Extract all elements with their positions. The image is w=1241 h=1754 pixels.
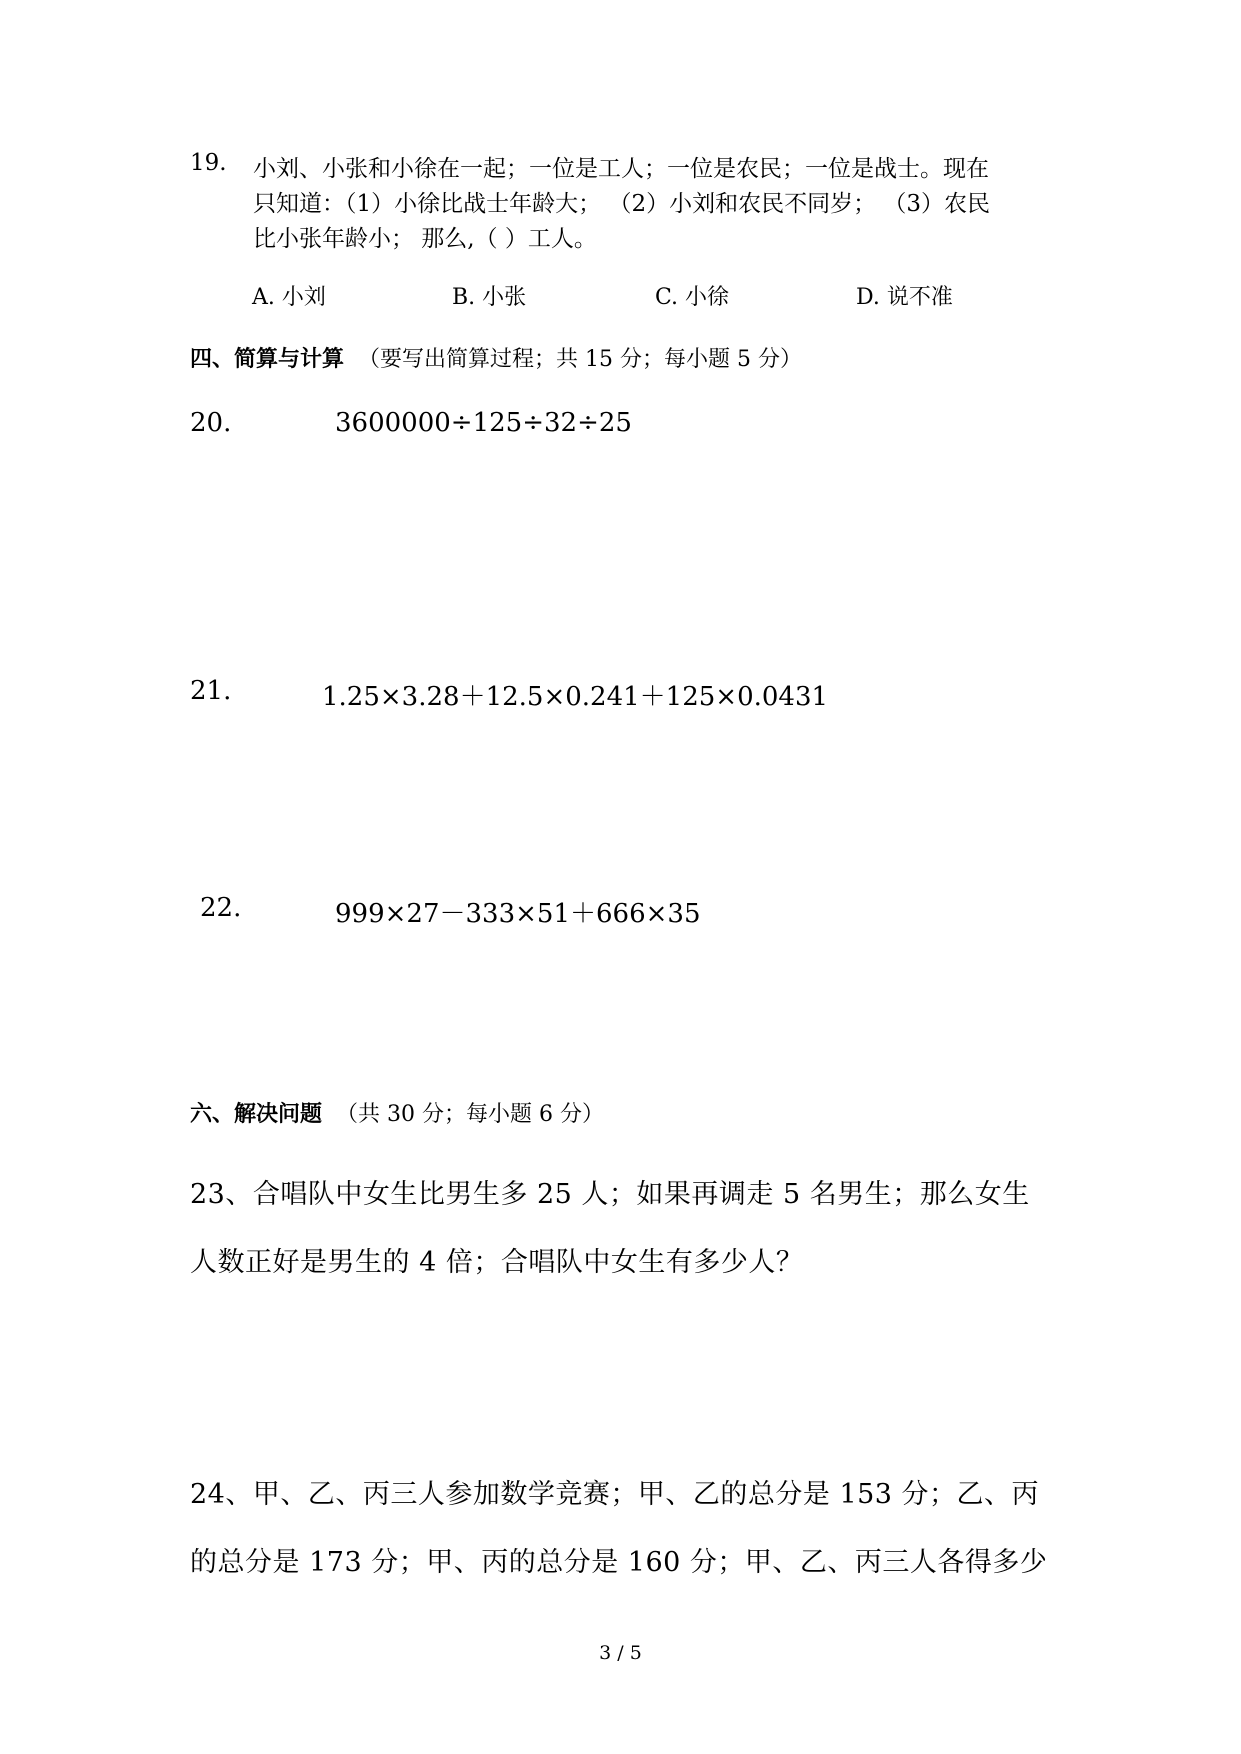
section-4-title: 四、简算与计算 — [190, 346, 345, 372]
question-22-expression: 999×27－333×51＋666×35 — [335, 899, 701, 929]
question-19-option-b: B. 小张 — [452, 285, 527, 310]
question-20-number: 20. — [190, 408, 232, 438]
section-6-heading — [190, 1097, 604, 1128]
question-19-number: 19. — [190, 150, 227, 176]
question-21-number: 21. — [190, 676, 232, 706]
question-19-option-d: D. 说不准 — [856, 285, 953, 310]
question-19-line-1: 小刘、小张和小徐在一起；一位是工人；一位是农民；一位是战士。现在 — [253, 156, 989, 182]
question-24-line-2: 的总分是 173 分；甲、丙的总分是 160 分；甲、乙、丙三人各得多少 — [190, 1547, 1048, 1578]
question-19-option-c: C. 小徐 — [655, 285, 730, 310]
question-19-line-2: 只知道：（1）小徐比战士年龄大； （2）小刘和农民不同岁； （3）农民 — [253, 191, 991, 217]
question-22-number: 22. — [200, 893, 242, 923]
question-21-expression: 1.25×3.28＋12.5×0.241＋125×0.0431 — [322, 682, 829, 712]
question-23-line-2: 人数正好是男生的 4 倍；合唱队中女生有多少人？ — [190, 1247, 804, 1278]
section-4-note: （要写出简算过程；共 15 分；每小题 5 分） — [358, 347, 802, 372]
question-24-line-1: 24、甲、乙、丙三人参加数学竞赛；甲、乙的总分是 153 分；乙、丙 — [190, 1479, 1040, 1510]
section-6-note: （共 30 分；每小题 6 分） — [336, 1102, 604, 1127]
question-19-line-3: 比小张年龄小； 那么,（ ）工人。 — [253, 226, 597, 252]
question-20-expression: 3600000÷125÷32÷25 — [335, 408, 632, 438]
section-4-heading — [190, 342, 802, 373]
question-23-line-1: 23、合唱队中女生比男生多 25 人；如果再调走 5 名男生；那么女生 — [190, 1179, 1030, 1210]
section-6-title: 六、解决问题 — [190, 1101, 323, 1127]
question-19-option-a: A. 小刘 — [252, 285, 326, 310]
page-number: 3 / 5 — [599, 1642, 642, 1664]
